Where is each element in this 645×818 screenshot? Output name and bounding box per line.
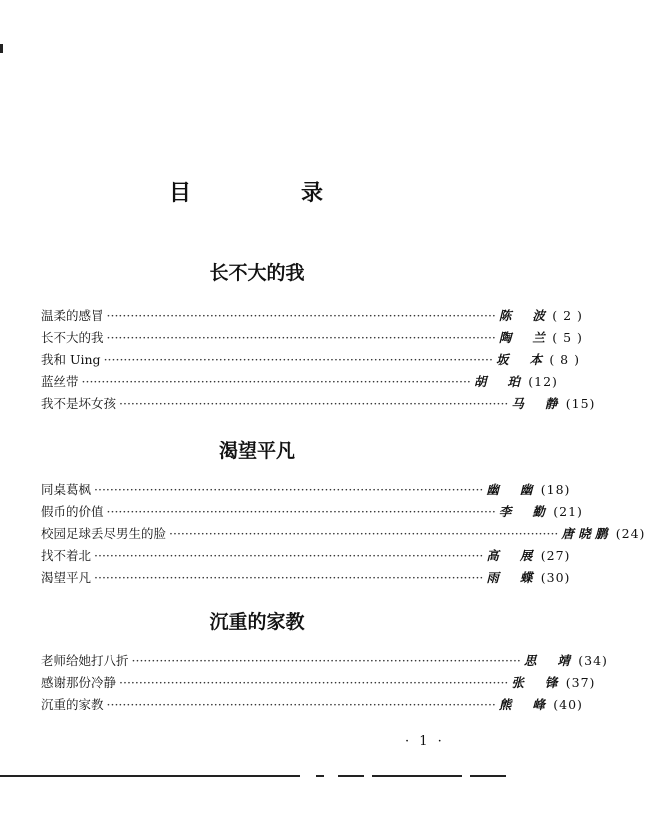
entry-title: 沉重的家教 (41, 697, 104, 712)
entry-title: 校园足球丢尽男生的脸 (41, 526, 167, 541)
dot-leader: ·································································································· (106, 504, 496, 519)
toc-entry[interactable] (41, 694, 583, 716)
rule-segment (372, 775, 462, 777)
entry-page: ( 2 ) (552, 308, 583, 323)
entry-page: ( 8 ) (549, 352, 580, 367)
entry-page: (37) (565, 675, 596, 690)
entry-author: 马 静 (511, 396, 558, 411)
toc-entry[interactable] (41, 393, 596, 415)
toc-entry[interactable] (41, 327, 583, 349)
entry-title: 温柔的感冒 (41, 308, 104, 323)
entry-author: 陈 波 (498, 308, 545, 323)
entry-author: 高 展 (486, 548, 533, 563)
dot-leader: ·································································································· (131, 653, 521, 668)
entry-author: 李 勤 (498, 504, 545, 519)
toc-entry[interactable] (41, 501, 583, 523)
dot-leader: ·································································································· (169, 526, 559, 541)
entry-page: (15) (565, 396, 596, 411)
entry-title: 我和 Uing (41, 352, 101, 367)
entry-author: 雨 蝶 (486, 570, 533, 585)
entry-author: 胡 珀 (473, 374, 520, 389)
toc-entry[interactable] (41, 672, 596, 694)
entry-title: 找不着北 (41, 548, 92, 563)
dot-leader: ·································································································· (94, 548, 484, 563)
entry-page: (40) (553, 697, 583, 712)
entry-author: 幽 幽 (486, 482, 533, 497)
entry-title: 蓝丝带 (41, 374, 79, 389)
entry-title: 老师给她打八折 (41, 653, 129, 668)
toc-entry[interactable] (41, 523, 645, 545)
entry-page: ( 5 ) (552, 330, 583, 345)
toc-entry[interactable] (41, 567, 571, 589)
toc-entry[interactable] (41, 650, 608, 672)
entry-page: (27) (540, 548, 571, 563)
entry-page: (34) (578, 653, 608, 668)
entry-author: 坂 本 (495, 352, 542, 367)
dot-leader: ·································································································· (103, 352, 493, 367)
rule-segment (338, 775, 364, 777)
toc-entry[interactable] (41, 305, 583, 327)
page-edge-mark (0, 44, 3, 53)
entry-title: 假币的价值 (41, 504, 104, 519)
entry-page: (18) (540, 482, 571, 497)
page-number: · 1 · (405, 734, 445, 749)
toc-entry[interactable] (41, 349, 580, 371)
entry-page: (21) (553, 504, 583, 519)
dot-leader: ·································································································· (119, 396, 509, 411)
page-title: 目 录 (168, 181, 367, 206)
dot-leader: ·································································································· (106, 697, 496, 712)
entry-author: 思 靖 (523, 653, 570, 668)
toc-entry[interactable] (41, 545, 571, 567)
entry-author: 张 锋 (511, 675, 558, 690)
entry-title: 我不是坏女孩 (41, 396, 117, 411)
toc-entry[interactable] (41, 479, 571, 501)
entry-page: (24) (615, 526, 645, 541)
dot-leader: ·································································································· (106, 308, 496, 323)
entry-author: 唐晓鹏 (561, 526, 608, 541)
dot-leader: ·································································································· (119, 675, 509, 690)
dot-leader: ·································································································· (106, 330, 496, 345)
toc-entry[interactable] (41, 371, 558, 393)
dot-leader: ·································································································· (94, 570, 484, 585)
rule-segment (470, 775, 506, 777)
dot-leader: ·································································································· (81, 374, 471, 389)
entry-author: 陶 兰 (498, 330, 545, 345)
rule-segment (316, 775, 324, 777)
section-title-1: 长不大的我 (209, 262, 305, 284)
toc-list-3 (41, 650, 608, 716)
entry-title: 同桌葛枫 (41, 482, 92, 497)
section-title-3: 沉重的家教 (209, 611, 305, 633)
entry-page: (12) (528, 374, 558, 389)
toc-list-1 (41, 305, 596, 415)
toc-list-2 (41, 479, 645, 589)
entry-title: 感谢那份冷静 (41, 675, 117, 690)
section-title-2: 渴望平凡 (218, 440, 295, 462)
entry-page: (30) (540, 570, 571, 585)
rule-segment (0, 775, 300, 777)
bottom-rule (0, 775, 506, 779)
dot-leader: ·································································································· (94, 482, 484, 497)
entry-author: 熊 峰 (498, 697, 545, 712)
entry-title: 长不大的我 (41, 330, 104, 345)
entry-title: 渴望平凡 (41, 570, 92, 585)
